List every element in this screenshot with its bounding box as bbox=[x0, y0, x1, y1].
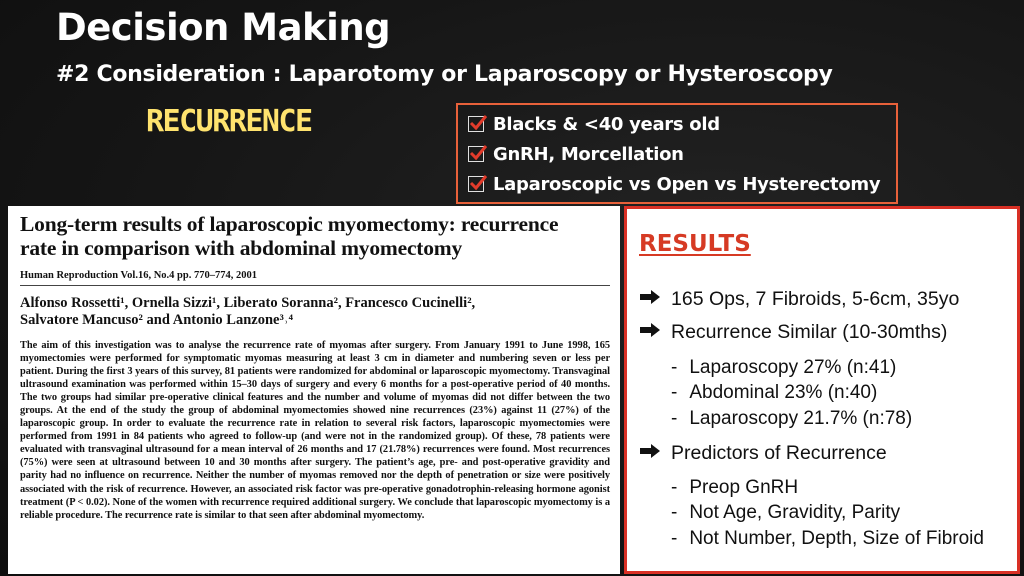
result-subpoint-label: Laparoscopy 21.7% (n:78) bbox=[689, 408, 913, 429]
result-subpoint-label: Laparoscopy 27% (n:41) bbox=[689, 357, 897, 378]
result-subpoint: - Preop GnRH bbox=[671, 477, 799, 498]
paper-excerpt bbox=[8, 206, 620, 574]
risk-factor-item bbox=[468, 139, 896, 169]
result-subpoint: - Abdominal 23% (n:40) bbox=[671, 382, 878, 403]
results-panel bbox=[624, 206, 1020, 574]
authors-line: Alfonso Rossetti¹, Ornella Sizzi¹, Liberato Soranna², Francesco Cucinelli², bbox=[20, 295, 476, 311]
result-point-label: 165 Ops, 7 Fibroids, 5-6cm, 35yo bbox=[671, 288, 960, 310]
result-subpoint-label: Abdominal 23% (n:40) bbox=[689, 382, 878, 403]
result-subpoint: - Laparoscopy 27% (n:41) bbox=[671, 357, 897, 378]
paper-journal: Human Reproduction Vol.16, No.4 pp. 770–774, 2001 bbox=[20, 270, 257, 281]
divider bbox=[20, 285, 610, 286]
result-subpoint: - Not Number, Depth, Size of Fibroid bbox=[671, 528, 984, 549]
right-arrow-icon bbox=[639, 321, 661, 344]
authors-line: Salvatore Mancuso² and Antonio Lanzone³˒⁴ bbox=[20, 312, 294, 328]
result-subpoint: - Laparoscopy 21.7% (n:78) bbox=[671, 408, 913, 429]
results-heading: RESULTS bbox=[639, 231, 751, 257]
result-subpoint: - Not Age, Gravidity, Parity bbox=[671, 502, 901, 523]
paper-title-line: rate in comparison with abdominal myomectomy bbox=[20, 236, 463, 260]
risk-factor-box bbox=[456, 103, 898, 204]
recurrence-label: RECURRENCE bbox=[146, 104, 312, 139]
risk-factor-label: Blacks & <40 years old bbox=[493, 113, 720, 135]
result-point-label: Recurrence Similar (10-30mths) bbox=[671, 321, 948, 343]
right-arrow-icon bbox=[639, 288, 661, 311]
paper-authors bbox=[20, 295, 610, 329]
risk-factor-label: Laparoscopic vs Open vs Hysterectomy bbox=[493, 173, 881, 195]
paper-title bbox=[20, 212, 610, 260]
check-icon bbox=[468, 176, 484, 192]
check-icon bbox=[468, 116, 484, 132]
slide-title: Decision Making bbox=[56, 6, 391, 49]
result-point bbox=[639, 288, 959, 311]
slide-subtitle: #2 Consideration : Laparotomy or Laparoscopy or Hysteroscopy bbox=[56, 62, 833, 87]
result-subpoint-label: Preop GnRH bbox=[689, 477, 799, 498]
paper-abstract: The aim of this investigation was to analyse the recurrence rate of myomas after surgery. From January 1991 to June 1998, 165 myomectomies were performed for symptomatic myomas measuring at least 3 cm in diameter and numbering seven or less per patient. During the first 3 years of this survey, 81 patients were randomized for abdominal or laparoscopic myomectomy. Transvaginal ultrasound examination was performed within 15–30 days of surgery and every 6 months for a post-operative period of 40 months. The two groups had similar pre-operative clinical features and the number and volume of myomas did not differ between the two groups. At the end of the study the group of abdominal myomectomies showed nine recurrences (23%) against 11 (27%) of the laparoscopic group. In order to evaluate the recurrence rate in relation to several risk factors, laparoscopic myomectomies were performed from 1991 in 84 patients who agreed to follow-up (and were not in the randomized group). Of these, 78 patients were evaluated with transvaginal ultrasound for a mean interval of 26 months and 17 (21.78%) recurrences were found. Most recurrences (75%) were seen at ultrasound between 10 and 30 months after surgery. The patient’s age, pre- and post-operative gravidity and parity had no influence on recurrence. Neither the number of myomas removed nor the depth of penetration or size were positively associated with the risk of recurrence. However, an associated risk factor was pre-operative gonadotrophin-releasing hormone agonist treatment (P < 0.02). None of the women with recurrence required additional surgery. We conclude that laparoscopic myomectomy is a reliable procedure. The recurrence rate is similar to that seen after abdominal myomectomy. bbox=[20, 340, 610, 521]
result-subpoint-label: Not Number, Depth, Size of Fibroid bbox=[689, 528, 984, 549]
risk-factor-label: GnRH, Morcellation bbox=[493, 143, 684, 165]
risk-factor-item bbox=[468, 169, 896, 199]
check-icon bbox=[468, 146, 484, 162]
result-point bbox=[639, 321, 947, 344]
risk-factor-item bbox=[468, 109, 896, 139]
right-arrow-icon bbox=[639, 442, 661, 465]
result-point-label: Predictors of Recurrence bbox=[671, 442, 887, 464]
result-point bbox=[639, 442, 887, 465]
result-subpoint-label: Not Age, Gravidity, Parity bbox=[689, 502, 901, 523]
paper-title-line: Long-term results of laparoscopic myomectomy: recurrence bbox=[20, 212, 559, 236]
